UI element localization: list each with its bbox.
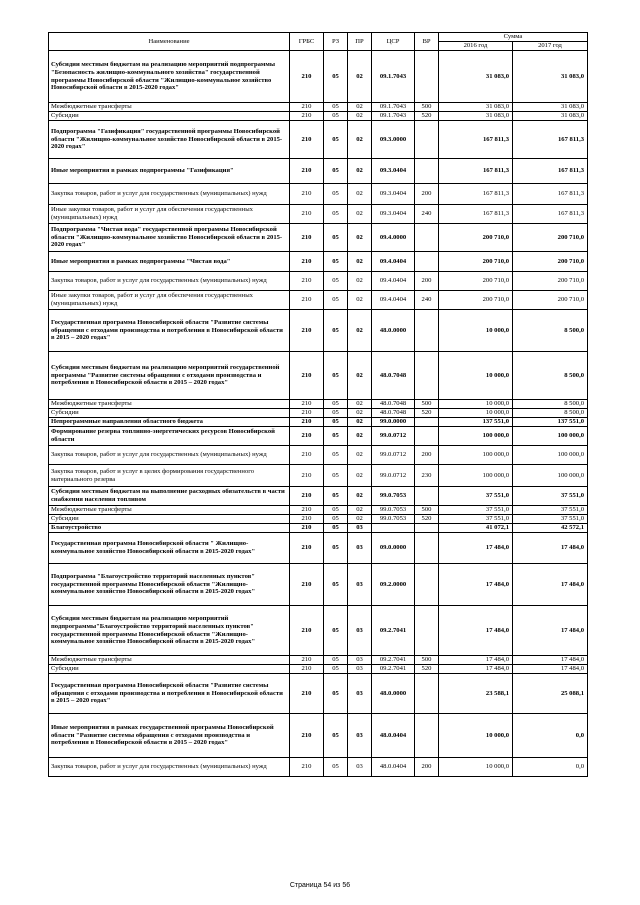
row-pr-cell: 02 [348, 184, 372, 205]
row-sum-2017-cell: 31 083,0 [513, 51, 588, 103]
row-pr-cell: 03 [348, 533, 372, 564]
row-grbs-cell: 210 [290, 446, 324, 465]
row-rz-cell: 05 [324, 674, 348, 714]
row-pr-cell: 02 [348, 506, 372, 515]
row-pr-cell: 02 [348, 224, 372, 252]
row-sum-2016-cell: 17 484,0 [439, 533, 513, 564]
row-sum-2017-cell: 8 500,0 [513, 310, 588, 352]
row-rz-cell: 05 [324, 446, 348, 465]
row-sum-2017-cell: 167 811,3 [513, 184, 588, 205]
row-rz-cell: 05 [324, 758, 348, 777]
row-sum-2017-cell: 8 500,0 [513, 409, 588, 418]
row-grbs-cell: 210 [290, 400, 324, 409]
row-grbs-cell: 210 [290, 418, 324, 427]
row-rz-cell: 05 [324, 252, 348, 272]
row-csr-cell: 48.0.7048 [372, 352, 415, 400]
row-pr-cell: 02 [348, 409, 372, 418]
row-pr-cell: 03 [348, 665, 372, 674]
table-row [49, 224, 588, 252]
row-sum-2016-cell: 10 000,0 [439, 310, 513, 352]
row-sum-2016-cell: 31 083,0 [439, 51, 513, 103]
row-grbs-cell: 210 [290, 665, 324, 674]
row-rz-cell: 05 [324, 224, 348, 252]
table-row [49, 487, 588, 506]
header-vr: ВР [415, 33, 439, 51]
row-grbs-cell: 210 [290, 515, 324, 524]
row-rz-cell: 05 [324, 159, 348, 184]
row-csr-cell: 09.3.0404 [372, 159, 415, 184]
header-name: Наименование [49, 33, 290, 51]
row-name-cell: Иные мероприятия в рамках подпрограммы "Чистая вода" [49, 252, 290, 272]
row-sum-2017-cell: 100 000,0 [513, 427, 588, 446]
row-csr-cell: 09.2.7041 [372, 656, 415, 665]
row-name-cell: Иные закупки товаров, работ и услуг для обеспечения государственных (муниципальных) нужд [49, 291, 290, 310]
row-grbs-cell: 210 [290, 465, 324, 487]
row-vr-cell [415, 674, 439, 714]
row-vr-cell [415, 714, 439, 758]
row-csr-cell: 09.2.0000 [372, 564, 415, 606]
row-rz-cell: 05 [324, 184, 348, 205]
row-sum-2017-cell: 17 484,0 [513, 533, 588, 564]
row-vr-cell: 500 [415, 506, 439, 515]
row-pr-cell: 02 [348, 400, 372, 409]
row-csr-cell: 99.0.0000 [372, 418, 415, 427]
row-pr-cell: 03 [348, 564, 372, 606]
row-grbs-cell: 210 [290, 409, 324, 418]
row-csr-cell: 48.0.0404 [372, 758, 415, 777]
row-vr-cell: 500 [415, 400, 439, 409]
row-sum-2016-cell: 167 811,3 [439, 184, 513, 205]
row-name-cell: Государственная программа Новосибирской области " Жилищно-коммунальное хозяйство Новосибирской области в 2015-2020 годах" [49, 533, 290, 564]
row-csr-cell: 99.0.7053 [372, 515, 415, 524]
header-rz: РЗ [324, 33, 348, 51]
table-row [49, 656, 588, 665]
row-name-cell: Иные закупки товаров, работ и услуг для обеспечения государственных (муниципальных) нужд [49, 205, 290, 224]
row-rz-cell: 05 [324, 51, 348, 103]
row-rz-cell: 05 [324, 409, 348, 418]
row-sum-2016-cell: 100 000,0 [439, 446, 513, 465]
row-name-cell: Субсидии местным бюджетам на реализацию мероприятий подпрограммы "Безопасность жилищно-коммунального хозяйства" государственной программы Новосибирской области "Жилищно-коммунальное хозяйство Новосибирской области в 2015-2020 годах" [49, 51, 290, 103]
row-name-cell: Закупка товаров, работ и услуг для государственных (муниципальных) нужд [49, 446, 290, 465]
row-pr-cell: 02 [348, 310, 372, 352]
row-grbs-cell: 210 [290, 291, 324, 310]
row-csr-cell: 09.4.0000 [372, 224, 415, 252]
row-csr-cell: 48.0.7048 [372, 409, 415, 418]
table-row [49, 310, 588, 352]
row-vr-cell: 230 [415, 465, 439, 487]
table-row [49, 205, 588, 224]
row-name-cell: Подпрограмма "Газификация" государственной программы Новосибирской области "Жилищно-коммунальное хозяйство Новосибирской области в 2015-2020 годах" [49, 121, 290, 159]
budget-table [48, 32, 588, 777]
row-vr-cell [415, 252, 439, 272]
row-vr-cell: 520 [415, 409, 439, 418]
row-sum-2016-cell: 31 083,0 [439, 103, 513, 112]
row-name-cell: Формирование резерва топливно-энергетических ресурсов Новосибирской области [49, 427, 290, 446]
table-row [49, 758, 588, 777]
row-name-cell: Благоустройство [49, 524, 290, 533]
row-csr-cell: 09.2.7041 [372, 665, 415, 674]
row-rz-cell: 05 [324, 272, 348, 291]
row-grbs-cell: 210 [290, 674, 324, 714]
row-name-cell: Государственная программа Новосибирской области "Развитие системы обращения с отходами производства и потребления в Новосибирской области в 2015 – 2020 годах" [49, 310, 290, 352]
row-sum-2016-cell: 17 484,0 [439, 665, 513, 674]
table-row [49, 506, 588, 515]
header-year-2017: 2017 год [513, 42, 588, 51]
header-csr: ЦСР [372, 33, 415, 51]
table-row [49, 465, 588, 487]
row-pr-cell: 03 [348, 714, 372, 758]
row-pr-cell: 02 [348, 352, 372, 400]
table-row [49, 291, 588, 310]
row-name-cell: Межбюджетные трансферты [49, 103, 290, 112]
row-sum-2016-cell: 10 000,0 [439, 714, 513, 758]
row-sum-2016-cell: 37 551,0 [439, 487, 513, 506]
row-grbs-cell: 210 [290, 103, 324, 112]
row-name-cell: Субсидии [49, 515, 290, 524]
row-pr-cell: 03 [348, 674, 372, 714]
row-grbs-cell: 210 [290, 310, 324, 352]
table-row [49, 103, 588, 112]
row-vr-cell [415, 606, 439, 656]
row-grbs-cell: 210 [290, 252, 324, 272]
row-vr-cell [415, 487, 439, 506]
row-name-cell: Подпрограмма "Чистая вода" государственной программы Новосибирской области "Жилищно-коммунальное хозяйство Новосибирской области в 2015-2020 годах" [49, 224, 290, 252]
row-rz-cell: 05 [324, 506, 348, 515]
table-row [49, 446, 588, 465]
row-rz-cell: 05 [324, 352, 348, 400]
row-rz-cell: 05 [324, 427, 348, 446]
table-row [49, 606, 588, 656]
row-sum-2016-cell: 100 000,0 [439, 465, 513, 487]
table-row [49, 112, 588, 121]
row-pr-cell: 02 [348, 427, 372, 446]
row-vr-cell [415, 533, 439, 564]
table-row [49, 51, 588, 103]
row-sum-2017-cell: 37 551,0 [513, 506, 588, 515]
row-sum-2016-cell: 17 484,0 [439, 564, 513, 606]
row-name-cell: Субсидии [49, 665, 290, 674]
row-pr-cell: 03 [348, 656, 372, 665]
row-pr-cell: 02 [348, 446, 372, 465]
row-pr-cell: 02 [348, 418, 372, 427]
row-name-cell: Непрограммные направления областного бюджета [49, 418, 290, 427]
row-vr-cell [415, 310, 439, 352]
row-grbs-cell: 210 [290, 112, 324, 121]
row-sum-2016-cell: 37 551,0 [439, 506, 513, 515]
row-name-cell: Субсидии местным бюджетам на реализацию мероприятий государственной программы "Развитие системы обращения с отходами производства и потребления в Новосибирской области в 2015 – 2020 годах" [49, 352, 290, 400]
table-row [49, 665, 588, 674]
table-row [49, 524, 588, 533]
row-pr-cell: 02 [348, 487, 372, 506]
row-csr-cell: 48.0.0404 [372, 714, 415, 758]
row-rz-cell: 05 [324, 487, 348, 506]
row-pr-cell: 02 [348, 272, 372, 291]
row-name-cell: Государственная программа Новосибирской области "Развитие системы обращения с отходами производства и потребления в Новосибирской области в 2015 – 2020 годах" [49, 674, 290, 714]
row-grbs-cell: 210 [290, 606, 324, 656]
row-vr-cell: 500 [415, 103, 439, 112]
table-row [49, 184, 588, 205]
row-pr-cell: 03 [348, 524, 372, 533]
row-sum-2017-cell: 37 551,0 [513, 487, 588, 506]
row-name-cell: Субсидии местным бюджетам на реализацию мероприятий подпрограммы"Благоустройство территорий населенных пунктов" государственной программы Новосибирской области "Жилищно-коммунальное хозяйство Новосибирской области в 2015-2020 годах" [49, 606, 290, 656]
row-rz-cell: 05 [324, 121, 348, 159]
row-sum-2016-cell: 10 000,0 [439, 409, 513, 418]
row-csr-cell: 09.1.7043 [372, 112, 415, 121]
row-sum-2017-cell: 0,0 [513, 758, 588, 777]
row-csr-cell: 09.1.7043 [372, 103, 415, 112]
row-pr-cell: 02 [348, 515, 372, 524]
row-rz-cell: 05 [324, 714, 348, 758]
row-pr-cell: 02 [348, 159, 372, 184]
row-pr-cell: 03 [348, 606, 372, 656]
row-rz-cell: 05 [324, 564, 348, 606]
row-vr-cell: 240 [415, 291, 439, 310]
row-name-cell: Субсидии [49, 112, 290, 121]
row-pr-cell: 02 [348, 121, 372, 159]
row-name-cell: Иные мероприятия в рамках государственной программы Новосибирской области "Развитие системы обращения с отходами производства и потребления в Новосибирской области в 2015 – 2020 годах" [49, 714, 290, 758]
row-rz-cell: 05 [324, 606, 348, 656]
row-pr-cell: 03 [348, 758, 372, 777]
row-csr-cell: 09.2.7041 [372, 606, 415, 656]
row-rz-cell: 05 [324, 665, 348, 674]
row-vr-cell: 240 [415, 205, 439, 224]
row-vr-cell [415, 564, 439, 606]
row-grbs-cell: 210 [290, 656, 324, 665]
row-sum-2016-cell: 17 484,0 [439, 656, 513, 665]
row-pr-cell: 02 [348, 103, 372, 112]
row-grbs-cell: 210 [290, 121, 324, 159]
row-sum-2017-cell: 0,0 [513, 714, 588, 758]
row-sum-2016-cell: 167 811,3 [439, 121, 513, 159]
row-vr-cell [415, 524, 439, 533]
table-row [49, 159, 588, 184]
row-name-cell: Межбюджетные трансферты [49, 506, 290, 515]
row-sum-2017-cell: 31 083,0 [513, 112, 588, 121]
row-sum-2017-cell: 37 551,0 [513, 515, 588, 524]
row-sum-2017-cell: 100 000,0 [513, 465, 588, 487]
row-vr-cell: 200 [415, 184, 439, 205]
header-pr: ПР [348, 33, 372, 51]
row-csr-cell: 09.3.0000 [372, 121, 415, 159]
table-row [49, 714, 588, 758]
row-csr-cell: 99.0.7053 [372, 487, 415, 506]
row-csr-cell [372, 524, 415, 533]
row-rz-cell: 05 [324, 524, 348, 533]
row-rz-cell: 05 [324, 291, 348, 310]
row-name-cell: Межбюджетные трансферты [49, 656, 290, 665]
row-sum-2016-cell: 10 000,0 [439, 758, 513, 777]
row-grbs-cell: 210 [290, 758, 324, 777]
row-csr-cell: 09.4.0404 [372, 272, 415, 291]
row-rz-cell: 05 [324, 465, 348, 487]
row-csr-cell: 09.3.0404 [372, 205, 415, 224]
row-grbs-cell: 210 [290, 224, 324, 252]
row-grbs-cell: 210 [290, 272, 324, 291]
row-name-cell: Межбюджетные трансферты [49, 400, 290, 409]
page-number: Страница 54 из 56 [289, 882, 351, 889]
row-grbs-cell: 210 [290, 205, 324, 224]
row-rz-cell: 05 [324, 112, 348, 121]
table-row [49, 533, 588, 564]
row-vr-cell [415, 418, 439, 427]
row-pr-cell: 02 [348, 51, 372, 103]
table-body [49, 51, 588, 777]
row-grbs-cell: 210 [290, 51, 324, 103]
header-grbs: ГРБС [290, 33, 324, 51]
row-grbs-cell: 210 [290, 184, 324, 205]
table-row [49, 515, 588, 524]
row-sum-2017-cell: 200 710,0 [513, 252, 588, 272]
row-sum-2016-cell: 41 072,1 [439, 524, 513, 533]
budget-table-page [48, 32, 588, 777]
table-row [49, 400, 588, 409]
row-grbs-cell: 210 [290, 427, 324, 446]
row-name-cell: Закупка товаров, работ и услуг в целях формирования государственного материального резерва [49, 465, 290, 487]
row-vr-cell: 520 [415, 112, 439, 121]
row-sum-2017-cell: 200 710,0 [513, 291, 588, 310]
row-csr-cell: 09.3.0404 [372, 184, 415, 205]
row-pr-cell: 02 [348, 205, 372, 224]
row-grbs-cell: 210 [290, 159, 324, 184]
table-row [49, 252, 588, 272]
row-csr-cell: 09.4.0404 [372, 252, 415, 272]
row-vr-cell: 500 [415, 656, 439, 665]
row-grbs-cell: 210 [290, 352, 324, 400]
row-csr-cell: 99.0.0712 [372, 446, 415, 465]
row-sum-2016-cell: 10 000,0 [439, 352, 513, 400]
row-rz-cell: 05 [324, 103, 348, 112]
row-csr-cell: 09.1.7043 [372, 51, 415, 103]
row-sum-2016-cell: 10 000,0 [439, 400, 513, 409]
row-name-cell: Иные мероприятия в рамках подпрограммы "Газификация" [49, 159, 290, 184]
row-csr-cell: 09.4.0404 [372, 291, 415, 310]
row-sum-2017-cell: 8 500,0 [513, 352, 588, 400]
row-sum-2017-cell: 137 551,0 [513, 418, 588, 427]
row-sum-2016-cell: 137 551,0 [439, 418, 513, 427]
row-sum-2017-cell: 8 500,0 [513, 400, 588, 409]
row-rz-cell: 05 [324, 205, 348, 224]
row-sum-2016-cell: 167 811,3 [439, 159, 513, 184]
row-rz-cell: 05 [324, 515, 348, 524]
row-vr-cell: 200 [415, 272, 439, 291]
row-sum-2017-cell: 17 484,0 [513, 606, 588, 656]
row-name-cell: Закупка товаров, работ и услуг для государственных (муниципальных) нужд [49, 272, 290, 291]
row-csr-cell: 99.0.0712 [372, 427, 415, 446]
row-csr-cell: 48.0.0000 [372, 674, 415, 714]
row-grbs-cell: 210 [290, 564, 324, 606]
row-sum-2016-cell: 167 811,3 [439, 205, 513, 224]
row-csr-cell: 99.0.0712 [372, 465, 415, 487]
row-sum-2017-cell: 25 088,1 [513, 674, 588, 714]
row-sum-2017-cell: 17 484,0 [513, 665, 588, 674]
row-grbs-cell: 210 [290, 714, 324, 758]
row-vr-cell [415, 159, 439, 184]
table-row [49, 674, 588, 714]
row-sum-2016-cell: 100 000,0 [439, 427, 513, 446]
row-name-cell: Подпрограмма "Благоустройство территорий населенных пунктов" государственной программы Новосибирской области "Жилищно-коммунальное хозяйство Новосибирской области в 2015-2020 годах" [49, 564, 290, 606]
table-row [49, 564, 588, 606]
row-pr-cell: 02 [348, 291, 372, 310]
table-row [49, 272, 588, 291]
row-rz-cell: 05 [324, 400, 348, 409]
row-vr-cell [415, 224, 439, 252]
row-grbs-cell: 210 [290, 524, 324, 533]
row-csr-cell: 48.0.0000 [372, 310, 415, 352]
table-row [49, 409, 588, 418]
row-sum-2017-cell: 17 484,0 [513, 656, 588, 665]
row-csr-cell: 09.0.0000 [372, 533, 415, 564]
table-row [49, 427, 588, 446]
row-sum-2017-cell: 200 710,0 [513, 224, 588, 252]
row-vr-cell: 520 [415, 665, 439, 674]
row-csr-cell: 99.0.7053 [372, 506, 415, 515]
row-rz-cell: 05 [324, 310, 348, 352]
table-row [49, 352, 588, 400]
row-vr-cell [415, 427, 439, 446]
header-year-2016: 2016 год [439, 42, 513, 51]
row-name-cell: Субсидии местным бюджетам на выполнение расходных обязательств в части снабжения населения топливом [49, 487, 290, 506]
table-row [49, 121, 588, 159]
row-sum-2016-cell: 200 710,0 [439, 291, 513, 310]
row-name-cell: Закупка товаров, работ и услуг для государственных (муниципальных) нужд [49, 758, 290, 777]
row-grbs-cell: 210 [290, 533, 324, 564]
row-sum-2016-cell: 23 588,1 [439, 674, 513, 714]
row-vr-cell: 200 [415, 446, 439, 465]
row-pr-cell: 02 [348, 112, 372, 121]
row-sum-2017-cell: 31 083,0 [513, 103, 588, 112]
row-rz-cell: 05 [324, 533, 348, 564]
row-sum-2016-cell: 200 710,0 [439, 224, 513, 252]
row-vr-cell: 200 [415, 758, 439, 777]
row-vr-cell [415, 51, 439, 103]
row-sum-2016-cell: 200 710,0 [439, 252, 513, 272]
row-sum-2017-cell: 200 710,0 [513, 272, 588, 291]
row-name-cell: Субсидии [49, 409, 290, 418]
row-sum-2016-cell: 31 083,0 [439, 112, 513, 121]
row-vr-cell: 520 [415, 515, 439, 524]
row-sum-2017-cell: 167 811,3 [513, 159, 588, 184]
row-sum-2016-cell: 200 710,0 [439, 272, 513, 291]
row-sum-2017-cell: 42 572,1 [513, 524, 588, 533]
row-pr-cell: 02 [348, 465, 372, 487]
row-grbs-cell: 210 [290, 506, 324, 515]
row-vr-cell [415, 121, 439, 159]
row-sum-2017-cell: 167 811,3 [513, 121, 588, 159]
row-vr-cell [415, 352, 439, 400]
row-sum-2017-cell: 100 000,0 [513, 446, 588, 465]
header-sum: Сумма [439, 33, 588, 42]
row-sum-2017-cell: 167 811,3 [513, 205, 588, 224]
table-row [49, 418, 588, 427]
row-sum-2016-cell: 37 551,0 [439, 515, 513, 524]
row-csr-cell: 48.0.7048 [372, 400, 415, 409]
row-rz-cell: 05 [324, 418, 348, 427]
row-sum-2017-cell: 17 484,0 [513, 564, 588, 606]
row-grbs-cell: 210 [290, 487, 324, 506]
row-pr-cell: 02 [348, 252, 372, 272]
row-sum-2016-cell: 17 484,0 [439, 606, 513, 656]
row-name-cell: Закупка товаров, работ и услуг для государственных (муниципальных) нужд [49, 184, 290, 205]
row-rz-cell: 05 [324, 656, 348, 665]
